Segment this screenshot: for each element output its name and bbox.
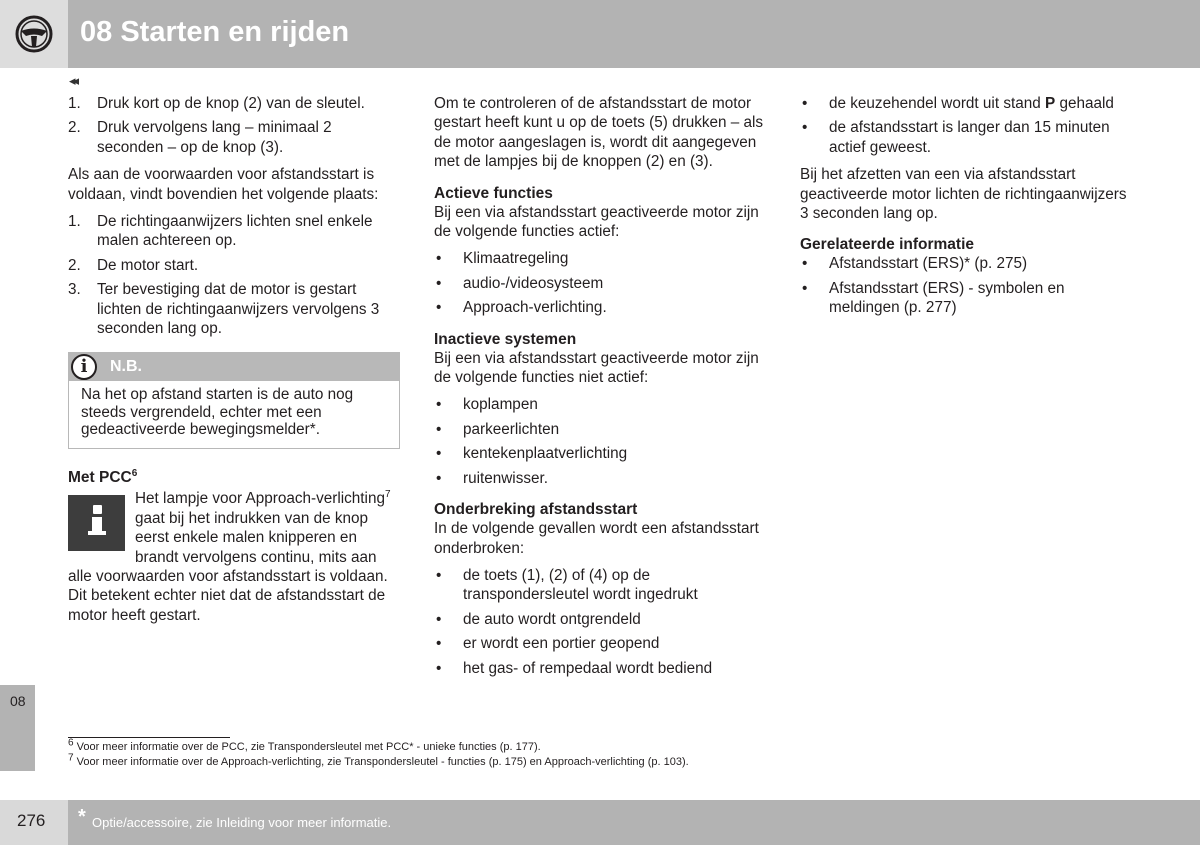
steps-list <box>68 94 400 157</box>
note-title: N.B. <box>110 358 142 376</box>
footnote-number: 6 <box>68 737 74 749</box>
note-box <box>68 352 400 449</box>
item-text: Approach-verlichting. <box>463 299 607 317</box>
step-text: De richtingaanwijzers lichten snel enkele malen achtereen op. <box>97 213 373 250</box>
column-middle <box>434 94 766 686</box>
list-item <box>68 280 400 338</box>
steering-wheel-icon <box>14 14 54 54</box>
list-item <box>434 469 766 488</box>
footnote-text: Voor meer informatie over de Approach-verlichting, zie Transpondersleutel - functies (p. 175) en Approach-verlichting (p. 103). <box>73 755 689 768</box>
list-item <box>434 444 766 463</box>
footnote <box>68 737 689 755</box>
bullet: • <box>436 566 442 584</box>
bullet: • <box>436 610 442 628</box>
page-number-box <box>0 800 68 845</box>
step-text: Ter bevestiging dat de motor is gestart lichten de richtingaanwijzers vervolgens 3 seconden lang op. <box>97 281 380 338</box>
section-heading-active: Actieve functies <box>434 184 553 202</box>
related-link[interactable]: Afstandsstart (ERS) - symbolen en meldingen (p. 277) <box>829 279 1065 317</box>
bullet: • <box>436 396 442 414</box>
conditions-list <box>800 94 1132 157</box>
active-list <box>434 249 766 317</box>
bullet: • <box>802 279 808 297</box>
footnotes <box>68 737 689 769</box>
item-text: Klimaatregeling <box>463 250 569 268</box>
info-circle-icon: i <box>71 354 97 380</box>
footnote-divider <box>68 737 230 738</box>
asterisk-icon: * <box>78 806 86 828</box>
list-item <box>434 249 766 268</box>
step-number: 3. <box>68 281 81 299</box>
interrupt-list <box>434 566 766 678</box>
list-item <box>434 610 766 629</box>
item-text: er wordt een portier geopend <box>463 635 660 653</box>
list-item <box>434 395 766 414</box>
pcc-text-cont: gaat bij het indrukken van de knop eerst enkele malen knipperen en brandt vervolgens continu, mits aan alle voorwaarden voor afstandsstart is voldaan. Dit betekent echter niet dat de afstandsstart de motor heeft gestart. <box>68 509 388 624</box>
note-body: Na het op afstand starten is de auto nog steeds vergrendeld, echter met een gedeactiveerde bewegingsmelder*. <box>81 386 354 439</box>
item-text: parkeerlichten <box>463 420 560 438</box>
item-text: ruitenwisser. <box>463 469 549 487</box>
pcc-paragraph <box>68 489 400 625</box>
step-text: Druk vervolgens lang – minimaal 2 seconden – op de knop (3). <box>97 119 332 156</box>
pcc-text: Het lampje voor Approach-verlichting <box>135 490 385 508</box>
list-item <box>68 256 400 275</box>
step-number: 1. <box>68 213 81 231</box>
bullet: • <box>436 635 442 653</box>
chapter-tab[interactable] <box>0 685 35 771</box>
footer-note: Optie/accessoire, zie Inleiding voor meer informatie. <box>92 815 392 830</box>
list-item <box>434 566 766 605</box>
section-heading-pcc <box>68 468 400 487</box>
paragraph: Bij een via afstandsstart geactiveerde motor zijn de volgende functies niet actief: <box>434 349 759 387</box>
column-right <box>800 94 1132 326</box>
chapter-icon-box <box>0 0 68 68</box>
bullet: • <box>436 250 442 268</box>
item-text-part: gehaald <box>1055 95 1114 112</box>
footnote-number: 7 <box>68 751 74 763</box>
footnote-ref: 6 <box>131 467 138 479</box>
list-item <box>800 94 1132 113</box>
bullet: • <box>436 659 442 677</box>
inactive-list <box>434 395 766 488</box>
step-number: 1. <box>68 95 81 112</box>
item-text: kentekenplaatverlichting <box>463 445 628 463</box>
paragraph: Om te controleren of de afstandsstart de motor gestart heeft kunt u op de toets (5) drukken – als de motor aangeslagen is, wordt dit aangegeven met de lampjes bij de knoppen (2) en (3). <box>434 95 764 171</box>
bullet: • <box>802 255 808 273</box>
list-item <box>68 118 400 157</box>
item-text: de auto wordt ontgrendeld <box>463 610 641 628</box>
column-left <box>68 94 400 625</box>
bullet: • <box>436 420 442 438</box>
list-item <box>800 118 1132 157</box>
list-item <box>68 212 400 251</box>
item-text-part: de keuzehendel wordt uit stand <box>829 95 1046 112</box>
step-text: De motor start. <box>97 256 199 274</box>
back-arrows-icon[interactable]: ◂◂ <box>69 73 77 88</box>
bullet: • <box>436 299 442 317</box>
gear-position-label: P <box>1045 95 1056 112</box>
paragraph: Bij een via afstandsstart geactiveerde motor zijn de volgende functies actief: <box>434 203 759 241</box>
item-text <box>829 94 1114 113</box>
list-item <box>434 298 766 317</box>
result-list <box>68 212 400 338</box>
item-text: koplampen <box>463 396 538 414</box>
step-number: 2. <box>68 256 81 274</box>
bullet: • <box>802 119 808 137</box>
list-item <box>434 420 766 439</box>
section-heading-related: Gerelateerde informatie <box>800 236 975 254</box>
chapter-tab-label: 08 <box>10 693 26 709</box>
footer-bar <box>68 800 1200 845</box>
item-text: audio-/videosysteem <box>463 274 604 292</box>
bullet: • <box>436 274 442 292</box>
paragraph: Als aan de voorwaarden voor afstandsstart is voldaan, vindt bovendien het volgende plaats: <box>68 166 379 203</box>
item-text: de toets (1), (2) of (4) op de transpondersleutel wordt ingedrukt <box>463 566 698 604</box>
related-links <box>800 254 1132 317</box>
bullet: • <box>436 445 442 463</box>
related-link-item[interactable] <box>800 254 1132 273</box>
footnote <box>68 751 689 770</box>
note-header <box>69 353 399 381</box>
bullet: • <box>436 469 442 487</box>
footnote-ref: 7 <box>384 489 391 501</box>
list-item <box>434 659 766 678</box>
page-number: 276 <box>17 811 46 830</box>
item-text: de afstandsstart is langer dan 15 minuten actief geweest. <box>829 119 1110 156</box>
list-item <box>68 94 400 113</box>
item-text: het gas- of rempedaal wordt bediend <box>463 659 713 677</box>
paragraph: In de volgende gevallen wordt een afstandsstart onderbroken: <box>434 520 759 557</box>
paragraph: Bij het afzetten van een via afstandsstart geactiveerde motor lichten de richtingaanwijzers 3 seconden lang op. <box>800 166 1127 223</box>
related-link[interactable]: Afstandsstart (ERS)* (p. 275) <box>829 255 1028 273</box>
step-number: 2. <box>68 119 81 137</box>
section-heading-inactive: Inactieve systemen <box>434 330 577 348</box>
step-text: Druk kort op de knop (2) van de sleutel. <box>97 95 365 112</box>
info-icon <box>68 495 125 551</box>
related-link-item[interactable] <box>800 279 1132 318</box>
footnote-text: Voor meer informatie over de PCC, zie Transpondersleutel met PCC* - unieke functies (p. 177). <box>73 741 541 753</box>
heading-text: Met PCC <box>68 468 132 486</box>
chapter-header <box>0 0 1200 68</box>
chapter-title: 08 Starten en rijden <box>80 16 350 48</box>
list-item <box>434 274 766 293</box>
list-item <box>434 634 766 653</box>
section-heading-interrupt: Onderbreking afstandsstart <box>434 501 638 519</box>
bullet: • <box>802 95 808 112</box>
